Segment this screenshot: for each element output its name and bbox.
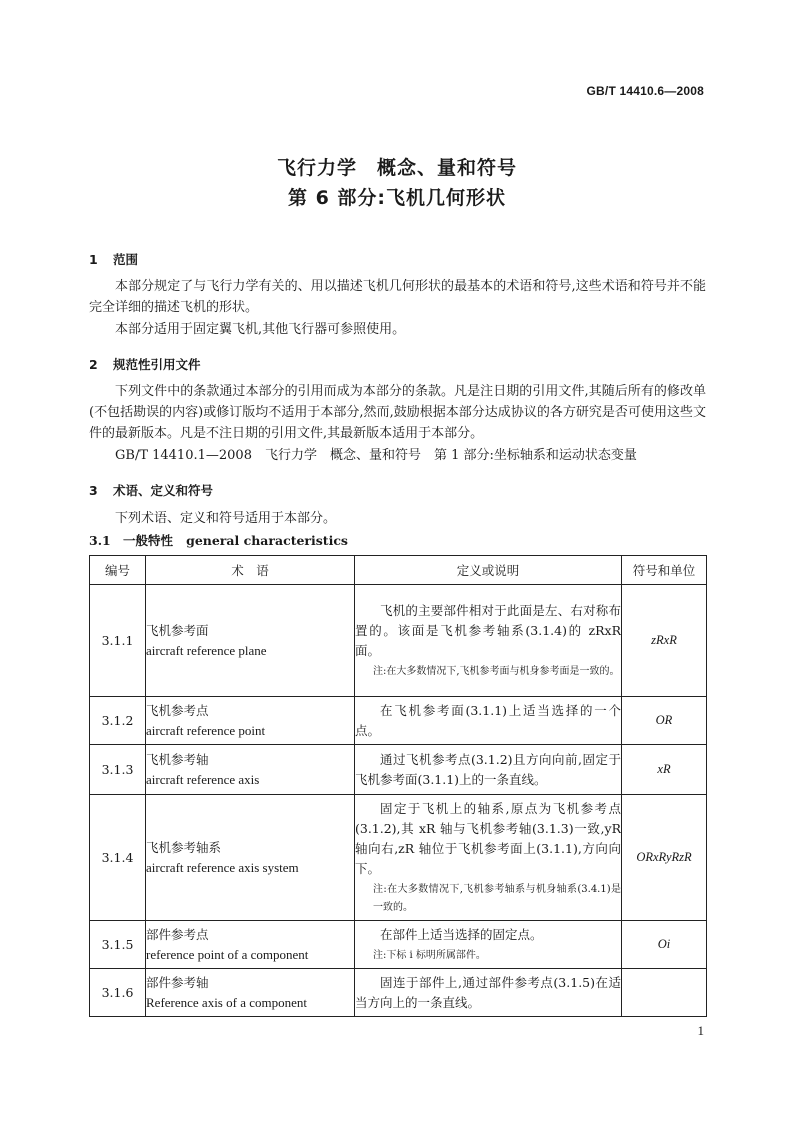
section-number: 2 [89,357,98,372]
definition-text: 固定于飞机上的轴系,原点为飞机参考点(3.1.2),其 xR 轴与飞机参考轴(3.1.3)一致,yR 轴向右,zR 轴位于飞机参考面上(3.1.1),方向向下。 [355,800,621,876]
standard-number: GB/T 14410.6—2008 [586,84,704,98]
symbol-cell: ORxRyRzR [622,795,707,921]
definition-cell [355,585,622,697]
symbol-cell: zRxR [622,585,707,697]
term-cell [146,697,355,745]
term-cell [146,921,355,969]
table-row [90,795,707,921]
term-en: aircraft reference axis system [146,859,299,875]
term-en: reference point of a component [146,946,309,962]
term-id: 3.1.5 [90,921,146,969]
section-paragraph: 本部分规定了与飞行力学有关的、用以描述飞机几何形状的最基本的术语和符号,这些术语和符号并不能完全详细的描述飞机的形状。 [89,279,706,315]
definition-text: 在飞机参考面(3.1.1)上适当选择的一个点。 [355,702,621,738]
term-id: 3.1.4 [90,795,146,921]
subsection-title-en: general characteristics [186,533,348,548]
reference-entry: GB/T 14410.1—2008 飞行力学 概念、量和符号 第 1 部分:坐标轴系和运动状态变量 [115,448,637,463]
term-cell [146,969,355,1017]
section-title: 术语、定义和符号 [113,483,214,498]
definition-text: 固连于部件上,通过部件参考点(3.1.5)在适当方向上的一条直线。 [355,974,621,1010]
term-id: 3.1.6 [90,969,146,1017]
definition-note: 注:在大多数情况下,飞机参考轴系与机身轴系(3.4.1)是一致的。 [373,883,621,913]
definition-cell [355,921,622,969]
definition-cell [355,969,622,1017]
term-cell [146,795,355,921]
section-paragraph: 下列文件中的条款通过本部分的引用而成为本部分的条款。凡是注日期的引用文件,其随后所有的修改单(不包括勘误的内容)或修订版均不适用于本部分,然而,鼓励根据本部分达成协议的各方研究是否可使用这些文件的最新版本。凡是不注日期的引用文件,其最新版本适用于本部分。 [89,384,706,441]
term-zh: 飞机参考轴系 [146,839,222,855]
term-en: aircraft reference plane [146,642,267,658]
section-heading-terms [89,481,213,499]
definition-note: 注:下标 i 标明所属部件。 [373,949,486,961]
section-heading-normative-references [89,355,201,373]
term-en: aircraft reference point [146,722,266,738]
subsection-number: 3.1 [89,533,111,548]
term-zh: 部件参考轴 [146,974,209,990]
page-number: 1 [697,1023,704,1038]
term-zh: 飞机参考点 [146,702,209,718]
definition-cell [355,697,622,745]
document-subtitle: 第 6 部分:飞机几何形状 [287,187,507,209]
definition-cell [355,795,622,921]
section-paragraph: 下列术语、定义和符号适用于本部分。 [115,511,337,526]
table-row [90,969,707,1017]
terms-table [89,555,707,1017]
term-zh: 部件参考点 [146,926,209,942]
document-title: 飞行力学 概念、量和符号 [276,157,517,179]
column-header: 编号 [90,556,146,585]
symbol-cell: xR [622,745,707,795]
definition-text: 在部件上适当选择的固定点。 [380,926,543,942]
table-row [90,921,707,969]
section-heading-scope [89,250,138,268]
section-number: 1 [89,252,98,267]
symbol-cell: OR [622,697,707,745]
table-header-row [90,556,707,585]
symbol-cell [622,969,707,1017]
term-zh: 飞机参考面 [146,622,209,638]
term-cell [146,585,355,697]
definition-text: 飞机的主要部件相对于此面是左、右对称布置的。该面是飞机参考轴系(3.1.4)的 zRxR 面。 [355,602,621,658]
subsection-heading [89,531,348,549]
term-en: aircraft reference axis [146,771,260,787]
term-cell [146,745,355,795]
definition-note: 注:在大多数情况下,飞机参考面与机身参考面是一致的。 [373,665,620,677]
section-number: 3 [89,483,98,498]
table-row [90,697,707,745]
term-id: 3.1.3 [90,745,146,795]
term-id: 3.1.1 [90,585,146,697]
column-header: 术 语 [146,556,355,585]
column-header: 符号和单位 [622,556,707,585]
term-en: Reference axis of a component [146,994,307,1010]
subsection-title-zh: 一般特性 [123,533,174,548]
definition-text: 通过飞机参考点(3.1.2)且方向向前,固定于飞机参考面(3.1.1)上的一条直线。 [355,751,621,787]
section-title: 规范性引用文件 [113,357,201,372]
column-header: 定义或说明 [355,556,622,585]
section-title: 范围 [113,252,139,267]
symbol-cell: Oi [622,921,707,969]
term-zh: 飞机参考轴 [146,751,209,767]
table-row [90,585,707,697]
term-id: 3.1.2 [90,697,146,745]
table-row [90,745,707,795]
section-paragraph: 本部分适用于固定翼飞机,其他飞行器可参照使用。 [115,322,406,337]
definition-cell [355,745,622,795]
